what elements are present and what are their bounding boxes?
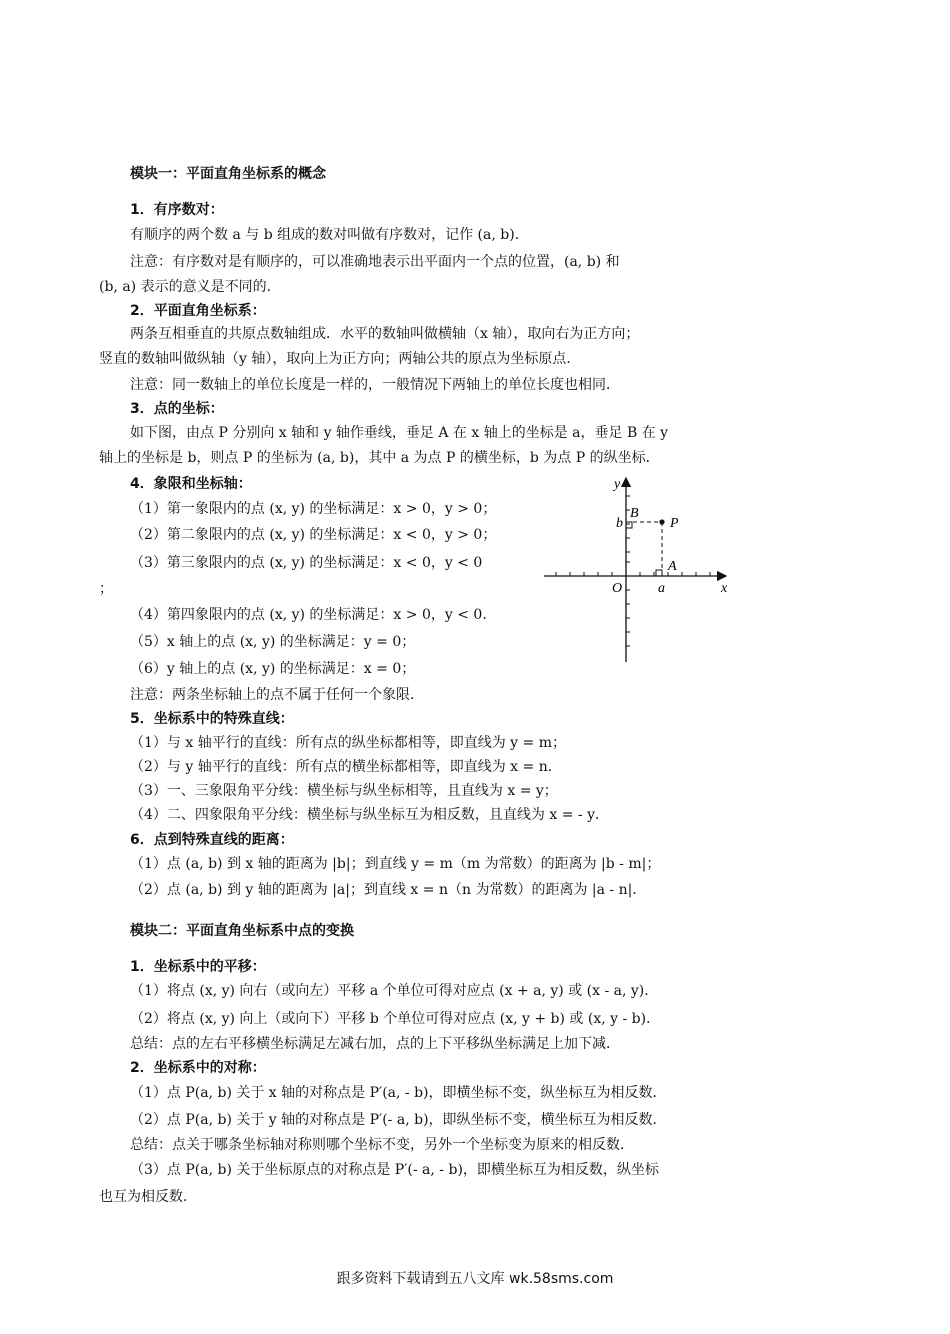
- footer-link[interactable]: 跟多资料下载请到五八文库 wk.58sms.com: [336, 1271, 614, 1287]
- s5-item-4: （4）二、四象限角平分线：横坐标与纵坐标互为相反数，且直线为 x = - y．: [130, 807, 609, 823]
- s5-item-2: （2）与 y 轴平行的直线：所有点的横坐标都相等，即直线为 x = n．: [130, 759, 562, 775]
- right-angle-b: [626, 522, 632, 528]
- m2-s1-item-1: （1）将点 (x, y) 向右（或向左）平移 a 个单位可得对应点 (x + a, y) 或 (x - a, y)．: [130, 983, 659, 999]
- foot-b-label: B: [630, 506, 639, 521]
- m2-s1-heading: 1．坐标系中的平移：: [130, 959, 266, 975]
- point-p-label: P: [670, 516, 679, 531]
- s4-item-3-end: ；: [99, 581, 113, 597]
- s4-heading: 4．象限和坐标轴：: [130, 476, 252, 492]
- s5-item-1: （1）与 x 轴平行的直线：所有点的纵坐标都相等，即直线为 y = m；: [130, 735, 566, 751]
- y-axis-label: y: [614, 477, 621, 492]
- module2-title: 模块二：平面直角坐标系中点的变换: [130, 923, 354, 939]
- m2-s1-summary: 总结：点的左右平移横坐标满足左减右加，点的上下平移纵坐标满足上加下减．: [130, 1036, 620, 1052]
- m2-s2-item-3b: 也互为相反数．: [99, 1189, 197, 1205]
- m2-s2-heading: 2．坐标系中的对称：: [130, 1060, 266, 1076]
- s1-p1: 有顺序的两个数 a 与 b 组成的数对叫做有序数对，记作 (a, b)．: [130, 227, 529, 243]
- s4-note: 注意：两条坐标轴上的点不属于任何一个象限．: [130, 687, 424, 703]
- s4-item-6: （6）y 轴上的点 (x, y) 的坐标满足：x = 0；: [130, 661, 416, 677]
- s6-item-1: （1）点 (a, b) 到 x 轴的距离为 |b|；到直线 y = m（m 为常数）的距离为 |b - m|；: [130, 856, 661, 872]
- s2-p1a: 两条互相垂直的共原点数轴组成．水平的数轴叫做横轴（x 轴），取向右为正方向；: [130, 326, 640, 342]
- b-tick-label: b: [616, 516, 623, 531]
- s3-p1a: 如下图，由点 P 分别向 x 轴和 y 轴作垂线，垂足 A 在 x 轴上的坐标是 a，垂足 B 在 y: [130, 425, 669, 441]
- foot-a-label: A: [668, 559, 677, 574]
- s4-item-3: （3）第三象限内的点 (x, y) 的坐标满足：x < 0，y < 0: [130, 555, 483, 571]
- s6-item-2: （2）点 (a, b) 到 y 轴的距离为 |a|；到直线 x = n（n 为常数）的距离为 |a - n|．: [130, 882, 647, 898]
- s6-heading: 6．点到特殊直线的距离：: [130, 832, 294, 848]
- m2-s2-summary: 总结：点关于哪条坐标轴对称则哪个坐标不变，另外一个坐标变为原来的相反数．: [130, 1137, 634, 1153]
- coordinate-figure: [540, 472, 740, 667]
- s4-item-5: （5）x 轴上的点 (x, y) 的坐标满足：y = 0；: [130, 634, 416, 650]
- a-tick-label: a: [658, 581, 665, 596]
- m2-s2-item-1: （1）点 P(a, b) 关于 x 轴的对称点是 P′(a, - b)，即横坐标不变，纵坐标互为相反数．: [130, 1085, 667, 1101]
- s1-p2b: (b, a) 表示的意义是不同的．: [99, 279, 281, 295]
- m2-s2-item-3a: （3）点 P(a, b) 关于坐标原点的对称点是 P′(- a, - b)，即横坐标互为相反数，纵坐标: [130, 1162, 659, 1178]
- s2-heading: 2．平面直角坐标系：: [130, 303, 266, 319]
- s3-p1b: 轴上的坐标是 b，则点 P 的坐标为 (a, b)，其中 a 为点 P 的横坐标，b 为点 P 的纵坐标．: [99, 450, 660, 466]
- s1-p2a: 注意：有序数对是有顺序的，可以准确地表示出平面内一个点的位置，(a, b) 和: [130, 254, 620, 270]
- s4-item-4: （4）第四象限内的点 (x, y) 的坐标满足：x > 0，y < 0．: [130, 607, 497, 623]
- x-axis-label: x: [721, 581, 728, 596]
- m2-s2-item-2: （2）点 P(a, b) 关于 y 轴的对称点是 P′(- a, b)，即纵坐标不变，横坐标互为相反数．: [130, 1112, 667, 1128]
- s4-item-1: （1）第一象限内的点 (x, y) 的坐标满足：x > 0，y > 0；: [130, 501, 497, 517]
- s2-p2: 注意：同一数轴上的单位长度是一样的，一般情况下两轴上的单位长度也相同．: [130, 377, 620, 393]
- m2-s1-item-2: （2）将点 (x, y) 向上（或向下）平移 b 个单位可得对应点 (x, y + b) 或 (x, y - b)．: [130, 1011, 661, 1027]
- s3-heading: 3．点的坐标：: [130, 401, 224, 417]
- right-angle-a: [656, 570, 662, 576]
- s2-p1b: 竖直的数轴叫做纵轴（y 轴），取向上为正方向；两轴公共的原点为坐标原点．: [99, 351, 581, 367]
- point-p: [659, 519, 664, 524]
- s1-heading: 1．有序数对：: [130, 202, 224, 218]
- s4-item-2: （2）第二象限内的点 (x, y) 的坐标满足：x < 0，y > 0；: [130, 527, 497, 543]
- origin-label: O: [612, 581, 623, 596]
- s5-item-3: （3）一、三象限角平分线：横坐标与纵坐标相等，且直线为 x = y；: [130, 783, 558, 799]
- s5-heading: 5．坐标系中的特殊直线：: [130, 711, 294, 727]
- module1-title: 模块一：平面直角坐标系的概念: [130, 166, 326, 182]
